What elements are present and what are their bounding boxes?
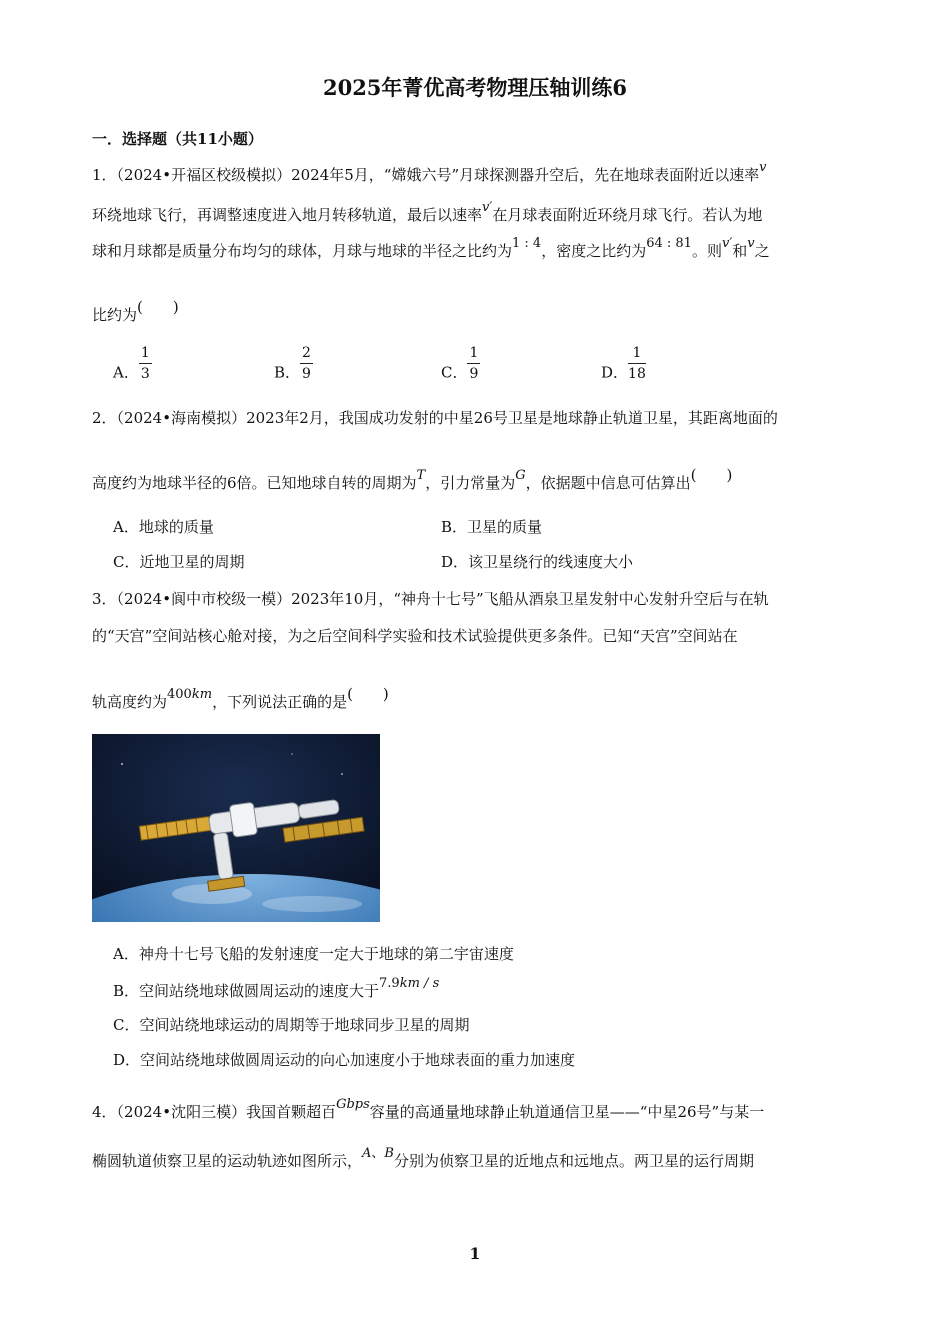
q3-text: 轨高度约为 xyxy=(92,693,168,711)
q3-option-c[interactable]: C．空间站绕地球运动的周期等于地球同步卫星的周期 xyxy=(113,1016,470,1034)
q1-text: 比约为 xyxy=(92,306,138,324)
section-heading: 一．选择题（共11小题） xyxy=(92,130,263,148)
q1-text: 球和月球都是质量分布均匀的球体，月球与地球的半径之比约为 xyxy=(92,242,513,260)
q2-text: ，依据题中信息可估算出 xyxy=(525,474,691,492)
q1-text: 环绕地球飞行，再调整速度进入地月转移轨道，最后以速率 xyxy=(92,206,483,224)
q1-radius-ratio: 1 : 4 xyxy=(512,236,542,251)
q1-line-1 xyxy=(92,160,767,185)
q4-capacity-unit: Gbps xyxy=(336,1097,370,1112)
answer-parentheses: ( ) xyxy=(347,685,389,703)
answer-parentheses: ( ) xyxy=(137,298,179,316)
page-number: 1 xyxy=(469,1244,481,1263)
q1-text: ，密度之比约为 xyxy=(541,242,647,260)
page-title: 2025年菁优高考物理压轴训练6 xyxy=(322,75,628,100)
q3-speed-value: 7.9km / s xyxy=(379,976,440,991)
q1-line-3 xyxy=(92,236,770,261)
q4-point-a: A xyxy=(362,1146,372,1161)
q1-text: 和 xyxy=(732,242,748,260)
q2-option-a[interactable]: A．地球的质量 xyxy=(113,518,214,536)
q1-option-a[interactable]: A． $\frac{1}{3}$ xyxy=(113,345,150,382)
q3-option-d[interactable]: D．空间站绕地球做圆周运动的向心加速度小于地球表面的重力加速度 xyxy=(113,1051,576,1069)
q1-option-d[interactable]: D． $\frac{1}{18}$ xyxy=(601,345,646,382)
q3-option-b[interactable]: B．空间站绕地球做圆周运动的速度大于7.9km / s xyxy=(113,976,440,1000)
q4-text: 4．（2024•沈阳三模）我国首颗超百 xyxy=(92,1103,337,1121)
q1-v: v xyxy=(759,160,767,175)
q3-option-a[interactable]: A．神舟十七号飞船的发射速度一定大于地球的第二宇宙速度 xyxy=(113,945,514,963)
q4-point-b: B xyxy=(384,1146,394,1161)
q1-line-2 xyxy=(92,200,763,225)
q1-text: 。则 xyxy=(691,242,722,260)
q4-text: 容量的高通量地球静止轨道通信卫星——“中星26号”与某一 xyxy=(369,1103,765,1121)
q3-altitude: 400km xyxy=(167,687,213,702)
q2-text: ，引力常量为 xyxy=(425,474,516,492)
q1-text: 在月球表面附近环绕月球飞行。若认为地 xyxy=(492,206,763,224)
q2-line-2 xyxy=(92,466,733,493)
q2-option-c[interactable]: C．近地卫星的周期 xyxy=(113,553,245,571)
q1-option-b[interactable]: B． $\frac{2}{9}$ xyxy=(274,345,311,382)
q4-text: 分别为侦察卫星的近地点和远地点。两卫星的运行周期 xyxy=(393,1152,754,1170)
q1-v-prime: v′ xyxy=(721,236,733,251)
q3-line-3 xyxy=(92,685,389,712)
q4-line-2: 椭圆轨道侦察卫星的运动轨迹如图所示，A、B分别为侦察卫星的近地点和远地点。两卫星的运行周期 xyxy=(92,1146,754,1170)
q2-option-b[interactable]: B．卫星的质量 xyxy=(441,518,543,536)
q2-line-1: 2．（2024•海南模拟）2023年2月，我国成功发射的中星26号卫星是地球静止轨道卫星，其距离地面的 xyxy=(92,409,778,427)
q3-line-1: 3．（2024•阆中市校级一模）2023年10月，“神舟十七号”飞船从酒泉卫星发射中心发射升空后与在轨 xyxy=(92,590,769,608)
q1-density-ratio: 64 : 81 xyxy=(646,236,692,251)
q2-text: 高度约为地球半径的6倍。已知地球自转的周期为 xyxy=(92,474,417,492)
q3-text: ，下列说法正确的是 xyxy=(212,693,348,711)
space-station-photo xyxy=(92,734,380,922)
q1-text: 之 xyxy=(754,242,770,260)
q1-v: v xyxy=(747,236,755,251)
answer-parentheses: ( ) xyxy=(690,466,733,484)
q1-line-4 xyxy=(92,298,179,325)
q3-line-2: 的“天宫”空间站核心舱对接，为之后空间科学实验和技术试验提供更多条件。已知“天宫”空间站在 xyxy=(92,627,738,645)
q1-text: 1．（2024•开福区校级模拟）2024年5月，“嫦娥六号”月球探测器升空后，先在地球表面附近以速率 xyxy=(92,166,760,184)
q2-gravity-constant: G xyxy=(515,468,526,483)
q2-option-d[interactable]: D．该卫星绕行的线速度大小 xyxy=(441,553,634,571)
q1-v-prime: v′ xyxy=(482,200,493,215)
q2-period-symbol: T xyxy=(416,468,426,483)
q4-line-1 xyxy=(92,1097,765,1122)
q1-option-c[interactable]: C． $\frac{1}{9}$ xyxy=(441,345,479,382)
q4-text: 椭圆轨道侦察卫星的运动轨迹如图所示， xyxy=(92,1152,363,1170)
